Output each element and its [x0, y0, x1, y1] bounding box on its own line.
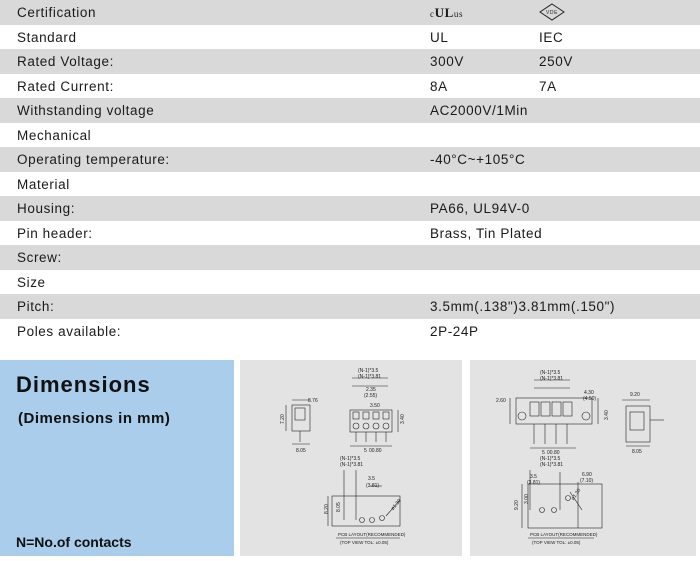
pcb-layout-label: PCB LAYOUT(RECOMMENDED) — [338, 532, 406, 537]
spec-section-label: Mechanical — [17, 127, 92, 143]
dim-label: 8.05 — [632, 449, 642, 455]
spec-label: Poles available: — [17, 323, 122, 339]
dim-label: (4.50) — [583, 396, 597, 402]
dim-label: 4.30 — [584, 390, 594, 396]
spec-section-label: Size — [17, 274, 46, 290]
dimensions-subtitle: (Dimensions in mm) — [18, 410, 171, 427]
dim-label: (7.10) — [580, 478, 594, 484]
dim-label: 3.50 — [370, 403, 380, 409]
spec-value: 3.5mm(.138")3.81mm(.150") — [430, 299, 616, 314]
spec-label: Screw: — [17, 250, 62, 265]
dim-label: (N-1)*3.81 — [358, 374, 382, 380]
dim-label: 9.20 — [630, 392, 640, 398]
spec-value: -40°C~+105°C — [430, 152, 526, 167]
spec-label: Standard — [17, 29, 77, 45]
dim-label: (2.55) — [364, 393, 378, 399]
drawing-panel-straight — [240, 360, 462, 556]
spec-row-mechanical — [0, 123, 700, 148]
dim-label: 3.40 — [604, 410, 610, 420]
spec-value-iec: 7A — [539, 78, 557, 94]
dim-label: (N-1)*3.81 — [540, 376, 564, 382]
spec-value: Brass, Tin Plated — [430, 225, 543, 241]
dim-label: 6.90 — [582, 472, 592, 478]
dim-label: (3.81) — [366, 483, 380, 489]
pcb-layout-label: PCB LAYOUT(RECOMMENDED) — [530, 532, 598, 537]
spec-label: Operating temperature: — [17, 152, 170, 167]
dim-label: ø1.30 — [389, 497, 403, 512]
spec-label: Pitch: — [17, 299, 55, 314]
tolerance-label: (TOP VIEW TOL: ±0.05) — [340, 540, 389, 545]
spec-row-poles-available — [0, 319, 700, 344]
dim-label: 00.80 — [369, 448, 382, 454]
dim-label: (3.81) — [527, 480, 541, 486]
spec-value-iec: IEC — [539, 29, 564, 45]
spec-row-housing — [0, 196, 700, 221]
dim-label: 7.20 — [280, 414, 286, 424]
spec-value: 2P-24P — [430, 323, 479, 339]
spec-row-operating-temperature — [0, 147, 700, 172]
dim-label: (N-1)*3.5 — [540, 370, 561, 376]
technical-drawing-straight — [240, 360, 462, 556]
spec-value-ul: 8A — [430, 78, 448, 94]
dim-label: 8.76 — [308, 398, 318, 404]
dim-label: 2.60 — [496, 398, 506, 404]
drawing-panel-right-angle — [470, 360, 696, 556]
spec-label: Certification — [17, 5, 97, 20]
spec-label: Withstanding voltage — [17, 103, 155, 118]
spec-row-pin-header — [0, 221, 700, 246]
spec-row-material — [0, 172, 700, 197]
spec-row-certification — [0, 0, 700, 25]
dim-label: 2.35 — [366, 387, 376, 393]
spec-label: Rated Voltage: — [17, 54, 114, 69]
tolerance-label: (TOP VIEW TOL: ±0.05) — [532, 540, 581, 545]
dim-label: ø1.30 — [570, 487, 583, 502]
spec-value-ul: 300V — [430, 54, 464, 69]
side-view — [286, 400, 310, 444]
dim-label: 8.05 — [336, 502, 342, 512]
dim-label: 3.5 — [368, 476, 375, 482]
dim-label: 3.00 — [524, 494, 530, 504]
spec-row-pitch — [0, 294, 700, 319]
dimensions-panel — [0, 360, 234, 556]
spec-value-iec: 250V — [539, 54, 573, 69]
svg-text:VDE: VDE — [545, 10, 559, 16]
spec-row-withstanding-voltage — [0, 98, 700, 123]
spec-row-rated-voltage — [0, 49, 700, 74]
pcb-layout-view — [328, 470, 400, 526]
dim-label: 00.80 — [547, 450, 560, 456]
dim-label: 3.5 — [530, 474, 537, 480]
dimensions-note: N=No.of contacts — [16, 534, 132, 550]
dim-label: (N-1)*3.5 — [540, 456, 561, 462]
dimensions-title: Dimensions — [16, 372, 151, 397]
spec-value: PA66, UL94V-0 — [430, 201, 530, 216]
side-view — [622, 400, 664, 446]
spec-value-ul: UL — [430, 29, 449, 45]
spec-label: Housing: — [17, 201, 76, 216]
vde-cert-logo — [539, 3, 565, 21]
ul-cert-logo: cULus — [430, 5, 464, 20]
dim-label: 3.40 — [400, 414, 406, 424]
spec-value: AC2000V/1Min — [430, 103, 529, 118]
dim-label: 5 — [364, 448, 367, 454]
dim-label: 8.20 — [324, 504, 330, 514]
dim-label: 9.20 — [514, 500, 520, 510]
spec-label: Pin header: — [17, 225, 93, 241]
dim-label: (N-1)*3.5 — [358, 368, 379, 374]
spec-row-screw — [0, 245, 700, 270]
spec-row-size — [0, 270, 700, 295]
dim-label: (N-1)*3.81 — [540, 462, 564, 468]
spec-row-standard — [0, 25, 700, 50]
dim-label: (N-1)*3.81 — [340, 462, 364, 468]
technical-drawing-right-angle — [470, 360, 696, 556]
dimensions-section — [0, 358, 700, 558]
spec-section-label: Material — [17, 176, 70, 192]
dim-label: (N-1)*3.5 — [340, 456, 361, 462]
dim-label: 8.05 — [296, 448, 306, 454]
spec-label: Rated Current: — [17, 78, 114, 94]
spec-row-rated-current — [0, 74, 700, 99]
dim-label: 5 — [542, 450, 545, 456]
